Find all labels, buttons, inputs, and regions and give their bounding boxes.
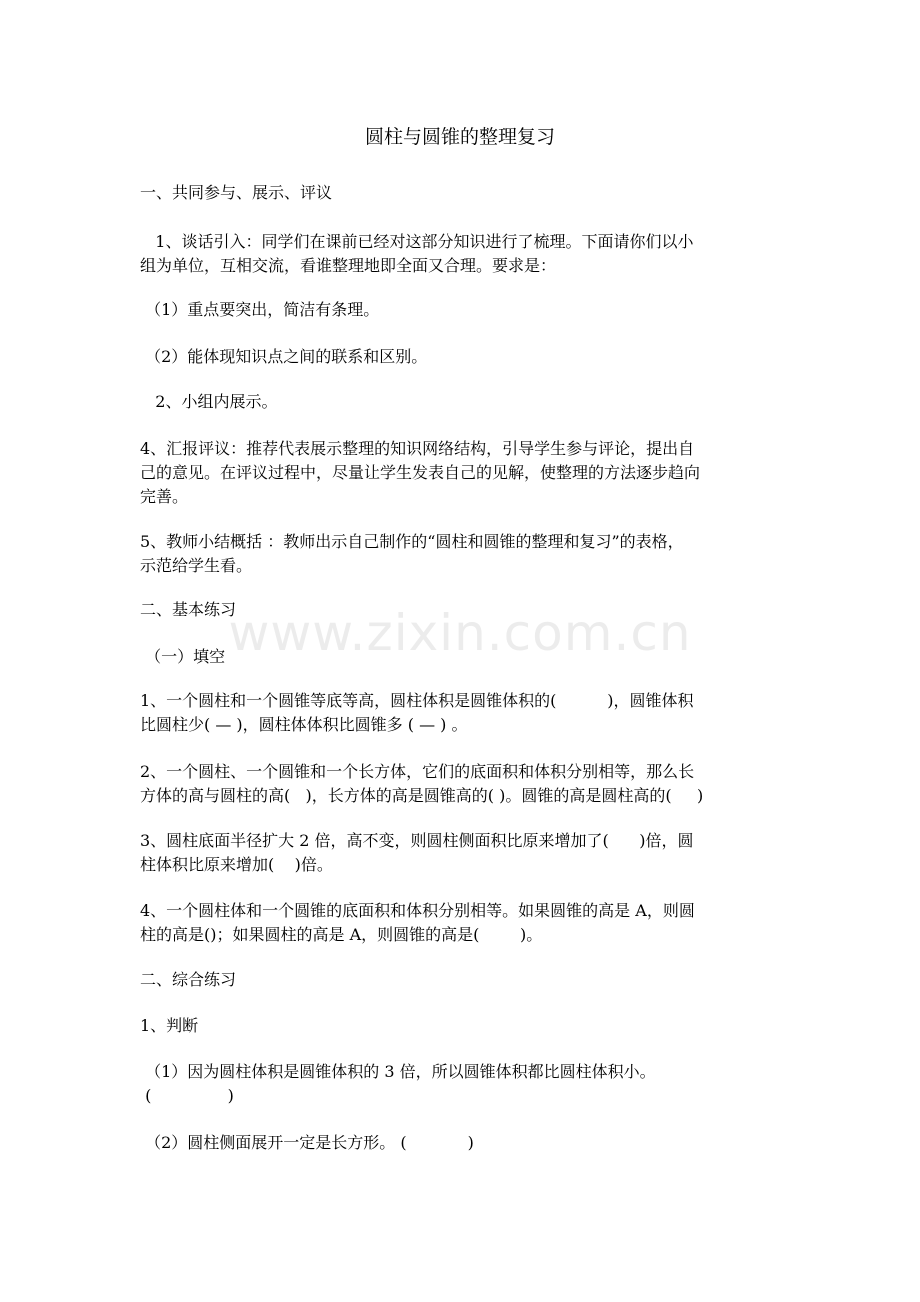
question-line: （2）圆柱侧面展开一定是长方形。 ( ) (140, 1133, 474, 1152)
paragraph-line: 5、教师小结概括 ：教师出示自己制作的“圆柱和圆锥的整理和复习”的表格， (140, 532, 684, 551)
section-heading-1: 一、共同参与、展示、评议 (140, 183, 333, 202)
question-line: 比圆柱少( — )，圆柱体体积比圆锥多 ( — ) 。 (140, 715, 468, 734)
subsection-heading: （一）填空 (140, 647, 226, 666)
question-line: 3、圆柱底面半径扩大 2 倍，高不变，则圆柱侧面积比原来增加了( )倍，圆 (140, 831, 694, 850)
paragraph-line: 4、汇报评议：推荐代表展示整理的知识网络结构，引导学生参与评论，提出自 (140, 439, 695, 458)
paragraph-line: 组为单位，互相交流，看谁整理地即全面又合理。要求是： (140, 256, 557, 275)
answer-blank: ( ) (140, 1086, 234, 1105)
question-line: 2、一个圆柱、一个圆锥和一个长方体，它们的底面积和体积分别相等，那么长 (140, 762, 695, 781)
question-line: 方体的高与圆柱的高( )，长方体的高是圆锥高的( )。圆锥的高是圆柱高的( ) (140, 786, 704, 805)
watermark: www.zixin.com.cn (228, 604, 692, 662)
requirement-item: （1）重点要突出，简洁有条理。 (140, 300, 380, 319)
paragraph-line: 示范给学生看。 (140, 556, 253, 575)
paragraph-line: 完善。 (140, 487, 189, 506)
question-line: （1）因为圆柱体积是圆锥体积的 3 倍，所以圆锥体积都比圆柱体积小。 (140, 1062, 656, 1081)
section-heading-2: 二、基本练习 (140, 600, 237, 619)
question-line: 4、一个圆柱体和一个圆锥的底面积和体积分别相等。如果圆锥的高是 A，则圆 (140, 901, 695, 920)
subsection-heading: 1、判断 (140, 1016, 199, 1035)
paragraph-line: 1、谈话引入：同学们在课前已经对这部分知识进行了梳理。下面请你们以小 (140, 232, 694, 251)
paragraph-line: 己的意见。在评议过程中，尽量让学生发表自己的见解，使整理的方法逐步趋向 (140, 463, 701, 482)
question-line: 柱体积比原来增加( )倍。 (140, 855, 333, 874)
document-title: 圆柱与圆锥的整理复习 (364, 126, 555, 148)
paragraph-line: 2、小组内展示。 (140, 392, 278, 411)
question-line: 柱的高是()；如果圆柱的高是 A，则圆锥的高是( )。 (140, 925, 543, 944)
section-heading-3: 二、综合练习 (140, 970, 237, 989)
requirement-item: （2）能体现知识点之间的联系和区别。 (140, 347, 428, 366)
question-line: 1、一个圆柱和一个圆锥等底等高，圆柱体积是圆锥体积的( )，圆锥体积 (140, 691, 694, 710)
